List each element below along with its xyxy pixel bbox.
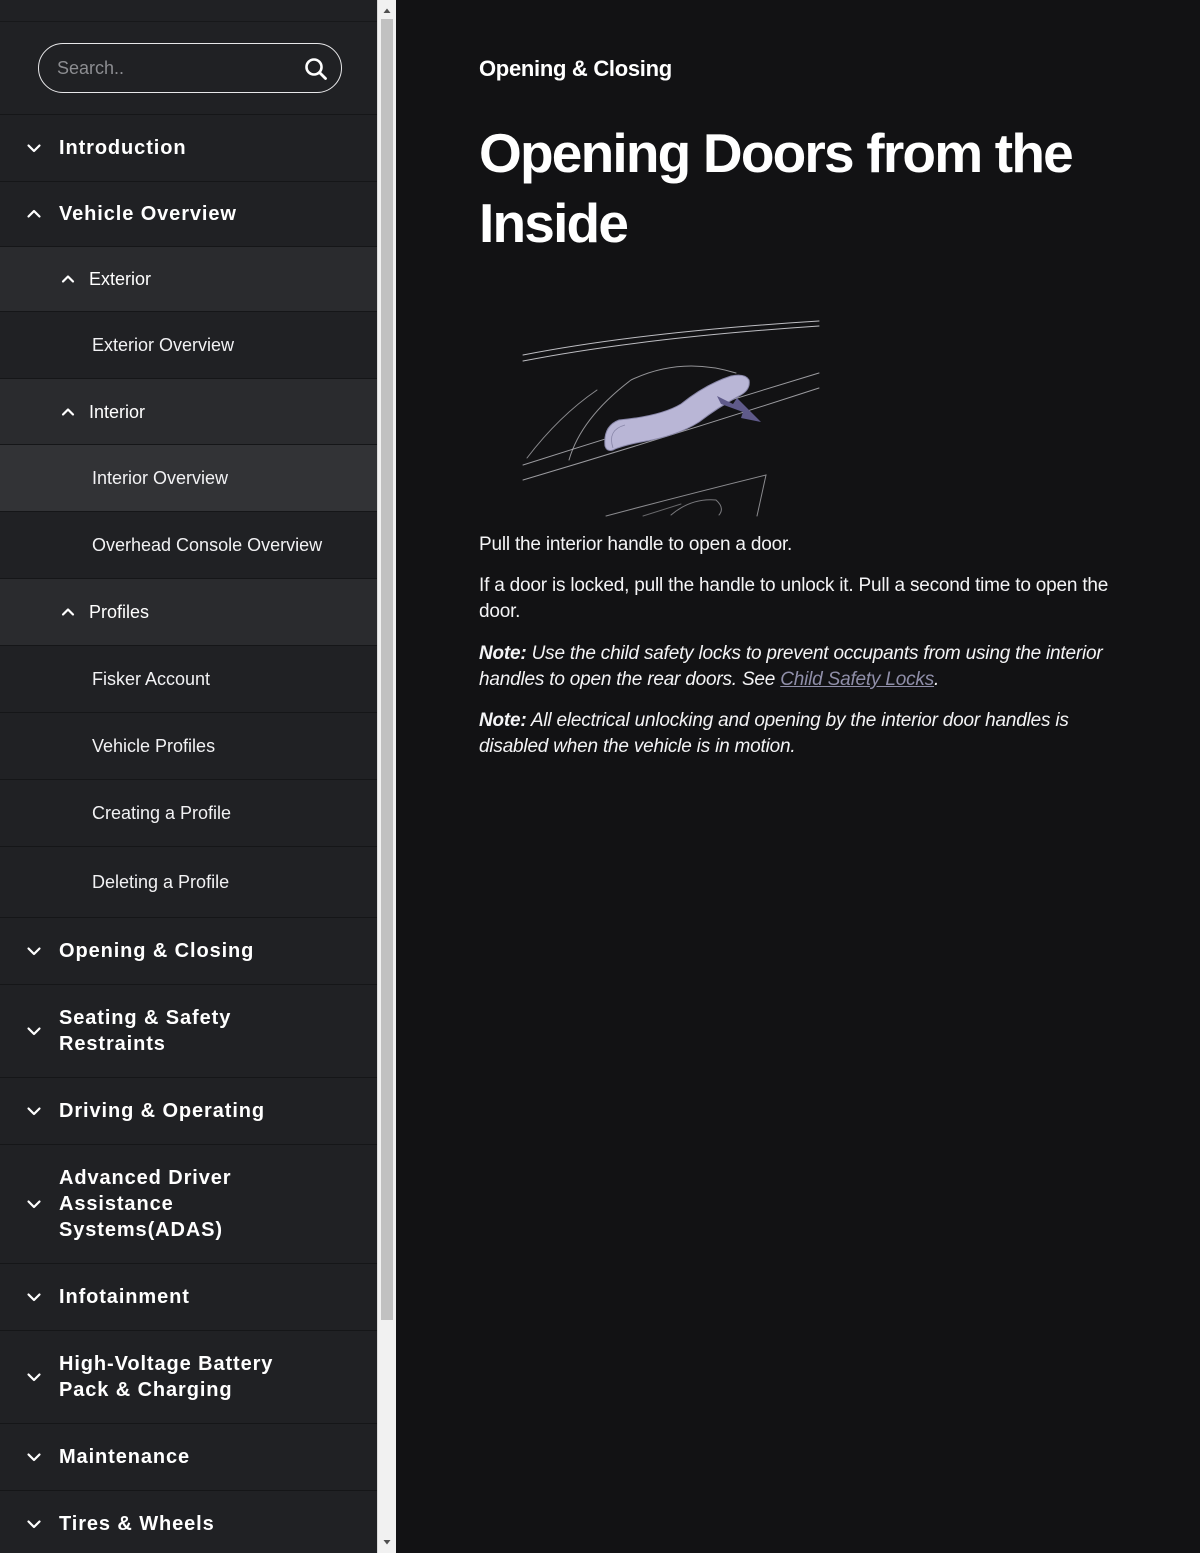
chevron-down-icon — [26, 140, 42, 156]
sidebar-item-vehicle-profiles[interactable] — [0, 713, 377, 780]
note-text: All electrical unlocking and opening by the interior door handles is disabled when the vehicle is in motion. — [479, 710, 1069, 757]
search-input[interactable] — [57, 44, 297, 92]
search-container — [0, 22, 377, 115]
note-prefix: Note: — [479, 643, 527, 664]
sidebar-item-fisker-account[interactable] — [0, 646, 377, 713]
sidebar-item-profiles[interactable] — [0, 579, 377, 646]
sidebar-item-interior[interactable] — [0, 379, 377, 445]
sidebar-item-label: Vehicle Overview — [59, 203, 237, 225]
sidebar-item-label: Opening & Closing — [59, 940, 255, 962]
sidebar-item-label: Fisker Account — [92, 669, 211, 689]
sidebar-item-label: High-Voltage Battery Pack & Charging — [59, 1353, 274, 1401]
sidebar-item-vehicle-overview[interactable] — [0, 182, 377, 247]
sidebar-item-maintenance[interactable] — [0, 1424, 377, 1491]
chevron-down-icon — [26, 1196, 42, 1212]
search-box[interactable] — [38, 43, 342, 93]
child-safety-locks-link[interactable]: Child Safety Locks — [780, 669, 935, 690]
chevron-up-icon — [60, 604, 76, 620]
note-text: Use the child safety locks to prevent occupants from using the interior handles to open the rear doors. See — [479, 643, 1103, 690]
sidebar-item-interior-overview[interactable] — [0, 445, 377, 512]
sidebar-item-overhead-console-overview[interactable] — [0, 512, 377, 579]
paragraph-pull-handle: Pull the interior handle to open a door. — [479, 534, 793, 555]
chevron-up-icon — [60, 404, 76, 420]
sidebar-top-band — [0, 0, 377, 22]
chevron-down-icon — [26, 1516, 42, 1532]
sidebar-item-label: Exterior Overview — [92, 335, 235, 355]
sidebar-item-exterior[interactable] — [0, 247, 377, 312]
sidebar-item-label: Infotainment — [59, 1286, 190, 1308]
door-handle-illustration — [521, 318, 821, 518]
chevron-down-icon — [26, 1449, 42, 1465]
sidebar-item-tires-wheels[interactable] — [0, 1491, 377, 1553]
note-end: . — [934, 669, 940, 690]
sidebar-item-label: Exterior — [89, 269, 152, 289]
chevron-up-icon — [26, 206, 42, 222]
sidebar-item-label: Advanced Driver Assistance Systems(ADAS) — [59, 1167, 232, 1241]
note-child-safety — [479, 641, 1139, 693]
sidebar-item-label: Interior Overview — [92, 468, 229, 488]
chevron-down-icon — [26, 1103, 42, 1119]
scrollbar-thumb[interactable] — [381, 19, 393, 1320]
breadcrumb[interactable]: Opening & Closing — [479, 56, 672, 81]
sidebar-item-exterior-overview[interactable] — [0, 312, 377, 379]
sidebar-item-label: Deleting a Profile — [92, 872, 230, 892]
sidebar-item-introduction[interactable] — [0, 115, 377, 182]
sidebar-item-creating-a-profile[interactable] — [0, 780, 377, 847]
sidebar-item-label: Vehicle Profiles — [92, 736, 216, 756]
note-motion-disabled — [479, 708, 1139, 760]
sidebar-item-label: Creating a Profile — [92, 803, 232, 823]
sidebar-item-opening-closing[interactable] — [0, 918, 377, 985]
chevron-down-icon — [26, 1369, 42, 1385]
door-handle-shape — [605, 375, 750, 450]
sidebar-item-label: Overhead Console Overview — [92, 535, 323, 555]
sidebar-item-driving-operating[interactable] — [0, 1078, 377, 1145]
sidebar-item-label: Tires & Wheels — [59, 1513, 215, 1535]
sidebar-item-label: Seating & Safety Restraints — [59, 1007, 232, 1055]
sidebar — [0, 0, 377, 1553]
chevron-down-icon — [26, 1023, 42, 1039]
page-title: Opening Doors from the Inside — [479, 122, 1072, 254]
sidebar-item-infotainment[interactable] — [0, 1264, 377, 1331]
sidebar-item-label: Driving & Operating — [59, 1100, 266, 1122]
sidebar-item-label: Maintenance — [59, 1446, 191, 1468]
sidebar-item-seating-safety-restraints[interactable] — [0, 985, 377, 1078]
sidebar-item-label: Introduction — [59, 137, 187, 159]
sidebar-scrollbar[interactable] — [377, 0, 396, 1553]
scroll-down-arrow-icon[interactable] — [378, 1534, 396, 1551]
paragraph-locked-door: If a door is locked, pull the handle to unlock it. Pull a second time to open the door. — [479, 575, 1109, 622]
sidebar-item-label: Interior — [89, 401, 146, 422]
scroll-up-arrow-icon[interactable] — [378, 2, 396, 19]
sidebar-item-high-voltage-battery[interactable] — [0, 1331, 377, 1424]
chevron-down-icon — [26, 943, 42, 959]
search-icon[interactable] — [304, 57, 328, 81]
main-content — [396, 0, 1200, 1553]
sidebar-item-deleting-a-profile[interactable] — [0, 847, 377, 918]
chevron-down-icon — [26, 1289, 42, 1305]
sidebar-item-label: Profiles — [89, 602, 150, 622]
chevron-up-icon — [60, 271, 76, 287]
sidebar-item-adas[interactable] — [0, 1145, 377, 1264]
note-prefix: Note: — [479, 710, 527, 731]
